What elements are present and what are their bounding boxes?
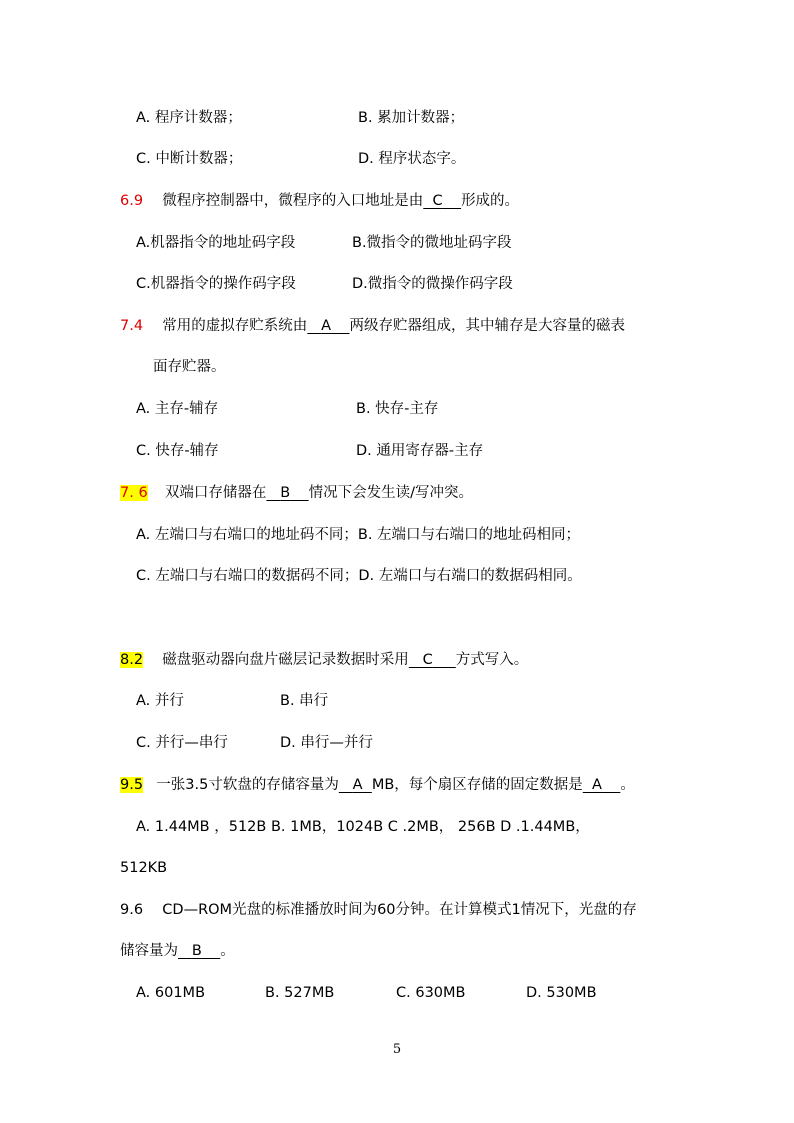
question-number-highlighted: 7. 6 xyxy=(120,485,148,501)
option-c: C.机器指令的操作码字段 xyxy=(136,276,296,292)
question-text-cont: 两级存贮器组成，其中辅存是大容量的磁表 xyxy=(349,318,625,334)
option-b: B. 累加计数器； xyxy=(358,110,465,126)
option-a: A.机器指令的地址码字段 xyxy=(136,235,296,251)
question-text-end: 方式写入。 xyxy=(455,652,529,668)
question-text-mid: MB，每个扇区存储的固定数据是 xyxy=(371,777,583,793)
question-text: 微程序控制器中，微程序的入口地址是由 xyxy=(162,193,424,209)
question-text-end: 形成的。 xyxy=(461,193,520,209)
question-text: CD—ROM光盘的标准播放时间为60分钟。在计算模式1情况下，光盘的存 xyxy=(162,902,637,918)
question-7-4 xyxy=(120,316,625,336)
question-text-line2: 面存贮器。 xyxy=(153,359,226,375)
question-9-6-line2 xyxy=(120,941,235,961)
question-6-9 xyxy=(120,191,519,211)
answer-blank: B xyxy=(280,485,291,501)
option-b: B.微指令的微地址码字段 xyxy=(352,235,512,251)
option-d: D. 程序状态字。 xyxy=(358,151,466,167)
question-number-highlighted: 9.5 xyxy=(120,777,144,793)
option-d: D.微指令的微操作码字段 xyxy=(352,276,513,292)
option-b: B. 快存-主存 xyxy=(356,401,439,417)
option-b: B. 串行 xyxy=(280,693,329,709)
question-text: 磁盘驱动器向盘片磁层记录数据时采用 xyxy=(162,652,409,668)
question-text: 双端口存储器在 xyxy=(164,485,267,501)
question-text-end: 情况下会发生读/写冲突。 xyxy=(308,485,473,501)
question-7-6 xyxy=(120,483,473,503)
question-text: 常用的虚拟存贮系统由 xyxy=(162,318,308,334)
options-line: A. 1.44MB ，512B B. 1MB，1024B C .2MB， 256B D .1.44MB， xyxy=(136,819,590,835)
question-9-6 xyxy=(120,900,637,920)
option-c: C. 中断计数器； xyxy=(136,151,243,167)
option-c: C. 并行—串行 xyxy=(136,735,228,751)
answer-blank-2: A xyxy=(592,777,602,793)
question-text-line2: 储容量为 xyxy=(120,943,178,959)
options-cd: C. 左端口与右端口的数据码不同；D. 左端口与右端口的数据码相同。 xyxy=(136,568,582,584)
page-number: 5 xyxy=(392,1042,402,1057)
option-a: A. 主存-辅存 xyxy=(136,401,219,417)
question-number: 7.4 xyxy=(120,318,144,334)
option-a: A. 并行 xyxy=(136,693,184,709)
option-d: D. 串行—并行 xyxy=(280,735,373,751)
question-text: 一张3.5寸软盘的存储容量为 xyxy=(156,777,339,793)
option-c: C. 快存-辅存 xyxy=(136,443,219,459)
option-a: A. 程序计数器； xyxy=(136,110,242,126)
question-text-end: 。 xyxy=(220,943,235,959)
answer-blank: A xyxy=(321,318,332,334)
answer-blank: C xyxy=(432,193,443,209)
question-9-5 xyxy=(120,775,635,795)
question-number-highlighted: 8.2 xyxy=(120,652,144,668)
option-d: D. 530MB xyxy=(526,985,597,1001)
options-line2: 512KB xyxy=(120,860,168,876)
option-c: C. 630MB xyxy=(396,985,466,1001)
options-ab: A. 左端口与右端口的地址码不同；B. 左端口与右端口的地址码相同； xyxy=(136,527,581,543)
option-a: A. 601MB xyxy=(136,985,206,1001)
option-b: B. 527MB xyxy=(265,985,335,1001)
question-number: 6.9 xyxy=(120,193,144,209)
answer-blank: B xyxy=(191,943,202,959)
answer-blank: C xyxy=(422,652,433,668)
answer-blank-1: A xyxy=(352,777,363,793)
question-text-end: 。 xyxy=(620,777,635,793)
option-d: D. 通用寄存器-主存 xyxy=(356,443,484,459)
question-8-2 xyxy=(120,650,528,670)
question-number: 9.6 xyxy=(120,902,144,918)
